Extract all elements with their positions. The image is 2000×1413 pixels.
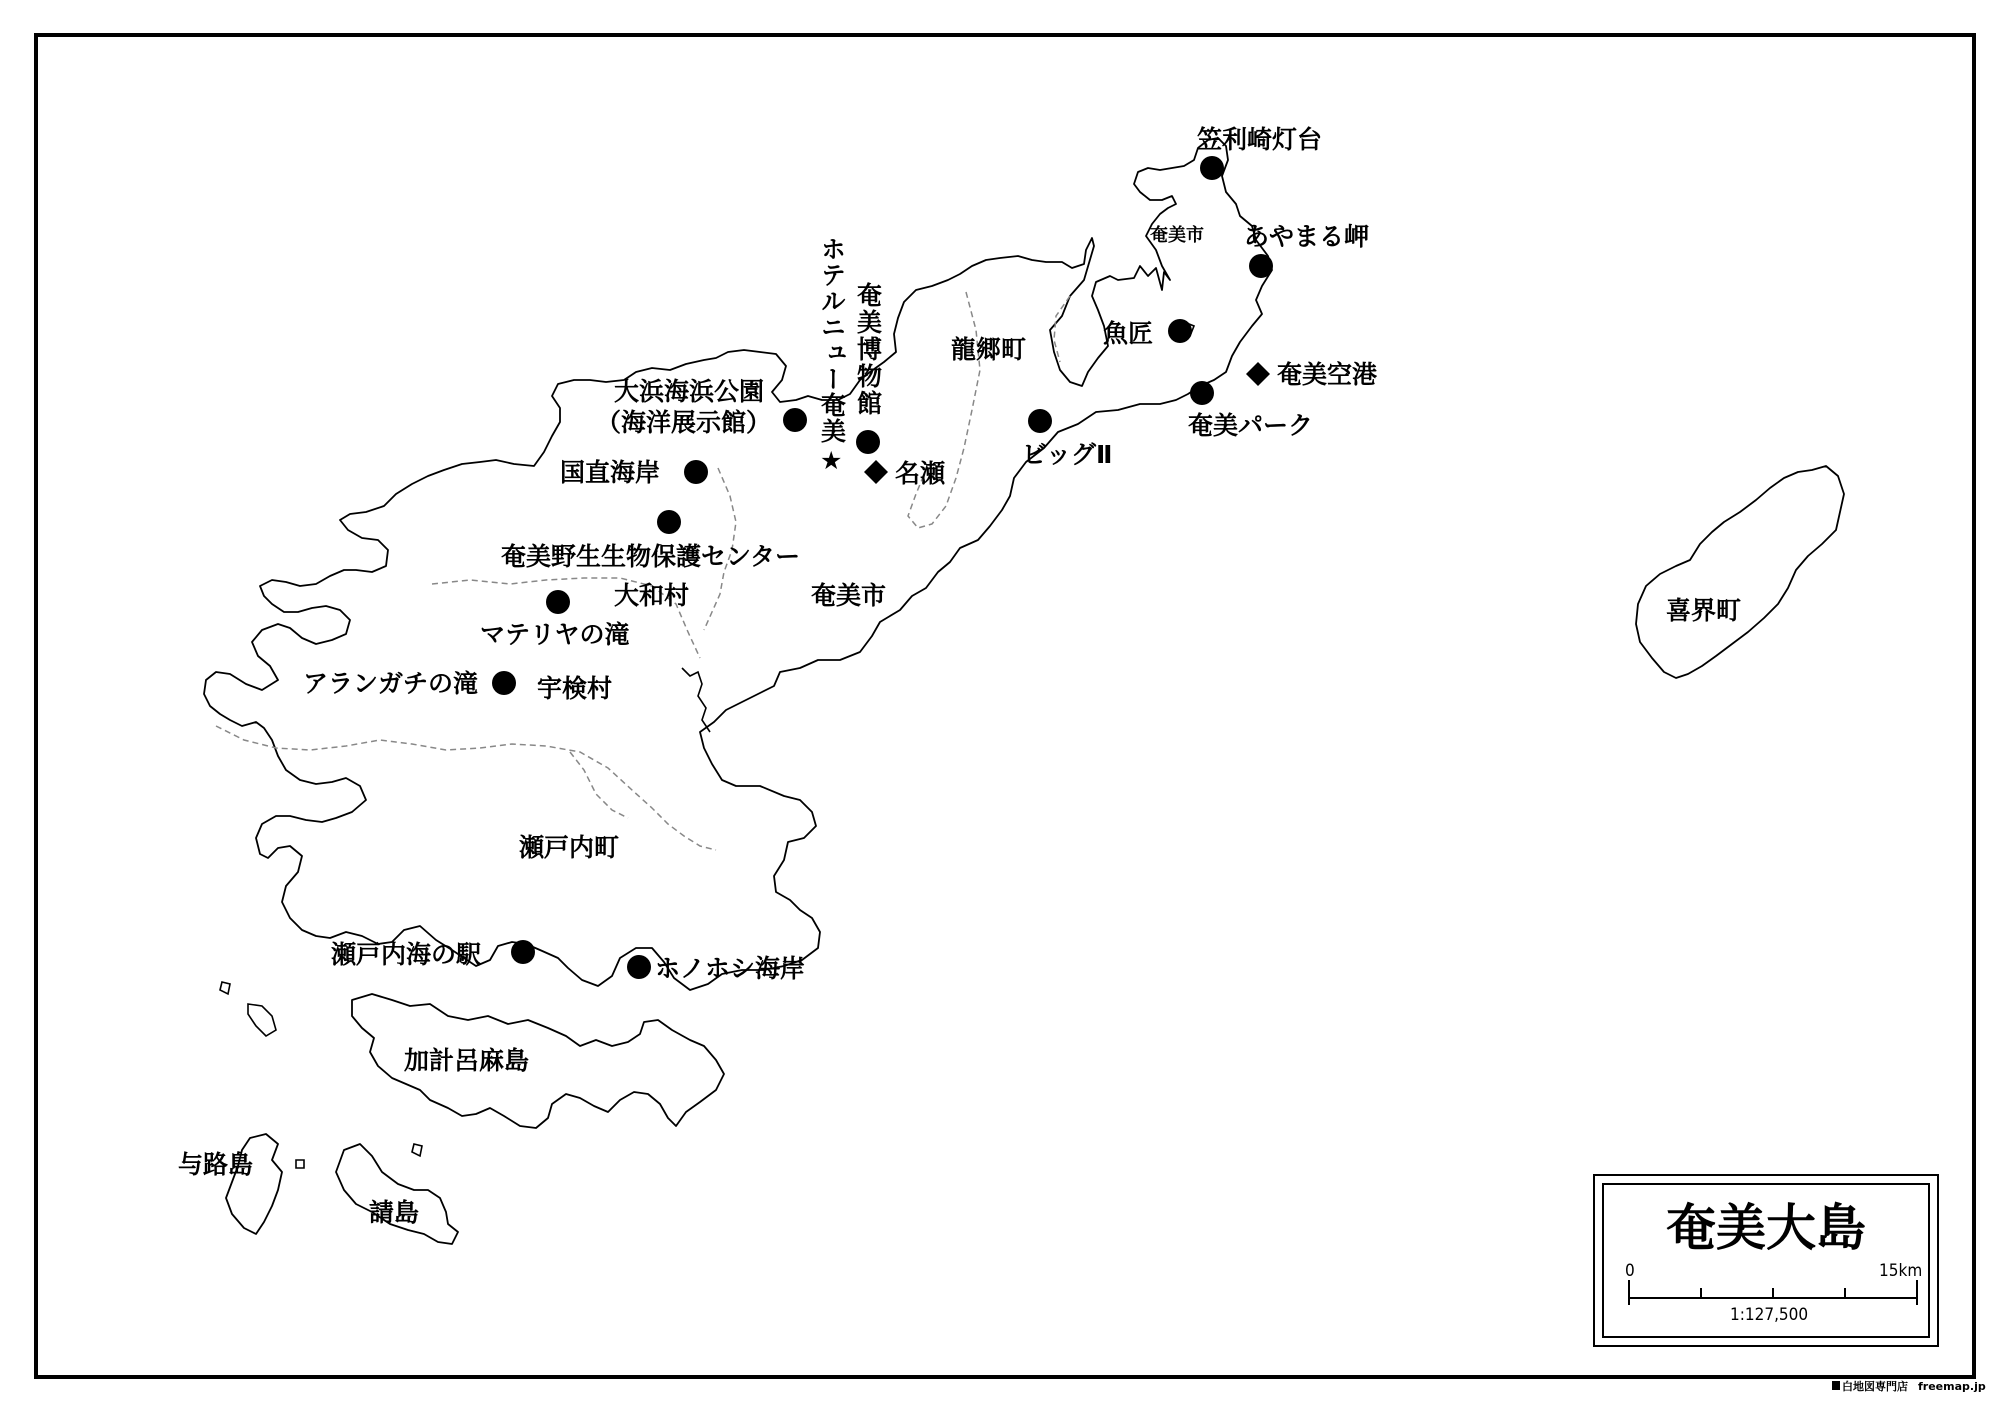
credit-brand: 白地図専門店: [1842, 1380, 1908, 1393]
marker-ohama: [783, 408, 807, 432]
label-honohoshi: ホノホシ海岸: [655, 954, 806, 983]
marker-big2: [1028, 409, 1052, 433]
label-amami-park: 奄美パーク: [1188, 411, 1314, 440]
label-uken: 宇検村: [537, 674, 613, 703]
label-amami-city-north: 奄美市: [1150, 225, 1204, 246]
marker-honohoshi: [627, 955, 651, 979]
marker-kuninao: [684, 460, 708, 484]
label-kuninao: 国直海岸: [560, 458, 661, 487]
marker-wildlife: [657, 510, 681, 534]
scale-ratio: 1:127,500: [1730, 1305, 1809, 1325]
label-ukeshima: 請島: [369, 1198, 420, 1227]
label-kasarizaki: 笠利崎灯台: [1197, 125, 1323, 154]
label-yamato: 大和村: [614, 581, 690, 610]
marker-materiya: [546, 590, 570, 614]
label-setouchi-station: 瀬戸内海の駅: [331, 940, 482, 969]
map-title: 奄美大島: [1666, 1199, 1866, 1257]
marker-museum: [856, 430, 880, 454]
label-wildlife: 奄美野生生物保護センター: [501, 542, 801, 571]
label-materiya: マテリヤの滝: [480, 620, 630, 649]
label-hotel: ホテルニュー奄美: [817, 236, 847, 444]
marker-ayamaru: [1249, 254, 1273, 278]
marker-amami-park: [1190, 381, 1214, 405]
label-museum: 奄美博物館: [853, 282, 883, 417]
label-amami-city-central: 奄美市: [811, 581, 887, 610]
marker-kasarizaki: [1200, 156, 1224, 180]
marker-setouchi-station: [511, 940, 535, 964]
label-naze: 名瀬: [895, 459, 946, 488]
label-ohama-1: 大浜海浜公園: [614, 377, 765, 406]
label-ohama-2: （海洋展示館）: [596, 408, 772, 437]
label-yoro: 与路島: [178, 1150, 254, 1179]
title-box: [1594, 1175, 1938, 1346]
label-tatsugo: 龍郷町: [951, 335, 1027, 364]
label-arangachi: アランガチの滝: [303, 669, 479, 698]
label-uotakumi: 魚匠: [1103, 319, 1154, 348]
scale-max-label: 15km: [1879, 1261, 1923, 1281]
islet: [296, 1160, 304, 1168]
label-setouchi: 瀬戸内町: [519, 833, 620, 862]
label-airport: 奄美空港: [1277, 360, 1378, 389]
marker-uotakumi: [1168, 319, 1192, 343]
label-big2: ビッグⅡ: [1022, 440, 1113, 469]
label-kikai: 喜界町: [1666, 596, 1742, 625]
label-kakeroma: 加計呂麻島: [404, 1046, 530, 1075]
scale-min-label: 0: [1625, 1261, 1635, 1281]
hotel-star-icon: ★: [820, 446, 843, 475]
credit-site: freemap.jp: [1918, 1380, 1986, 1393]
label-ayamaru: あやまる岬: [1244, 222, 1370, 251]
marker-arangachi: [492, 671, 516, 695]
credit-logo-icon: [1832, 1381, 1840, 1390]
